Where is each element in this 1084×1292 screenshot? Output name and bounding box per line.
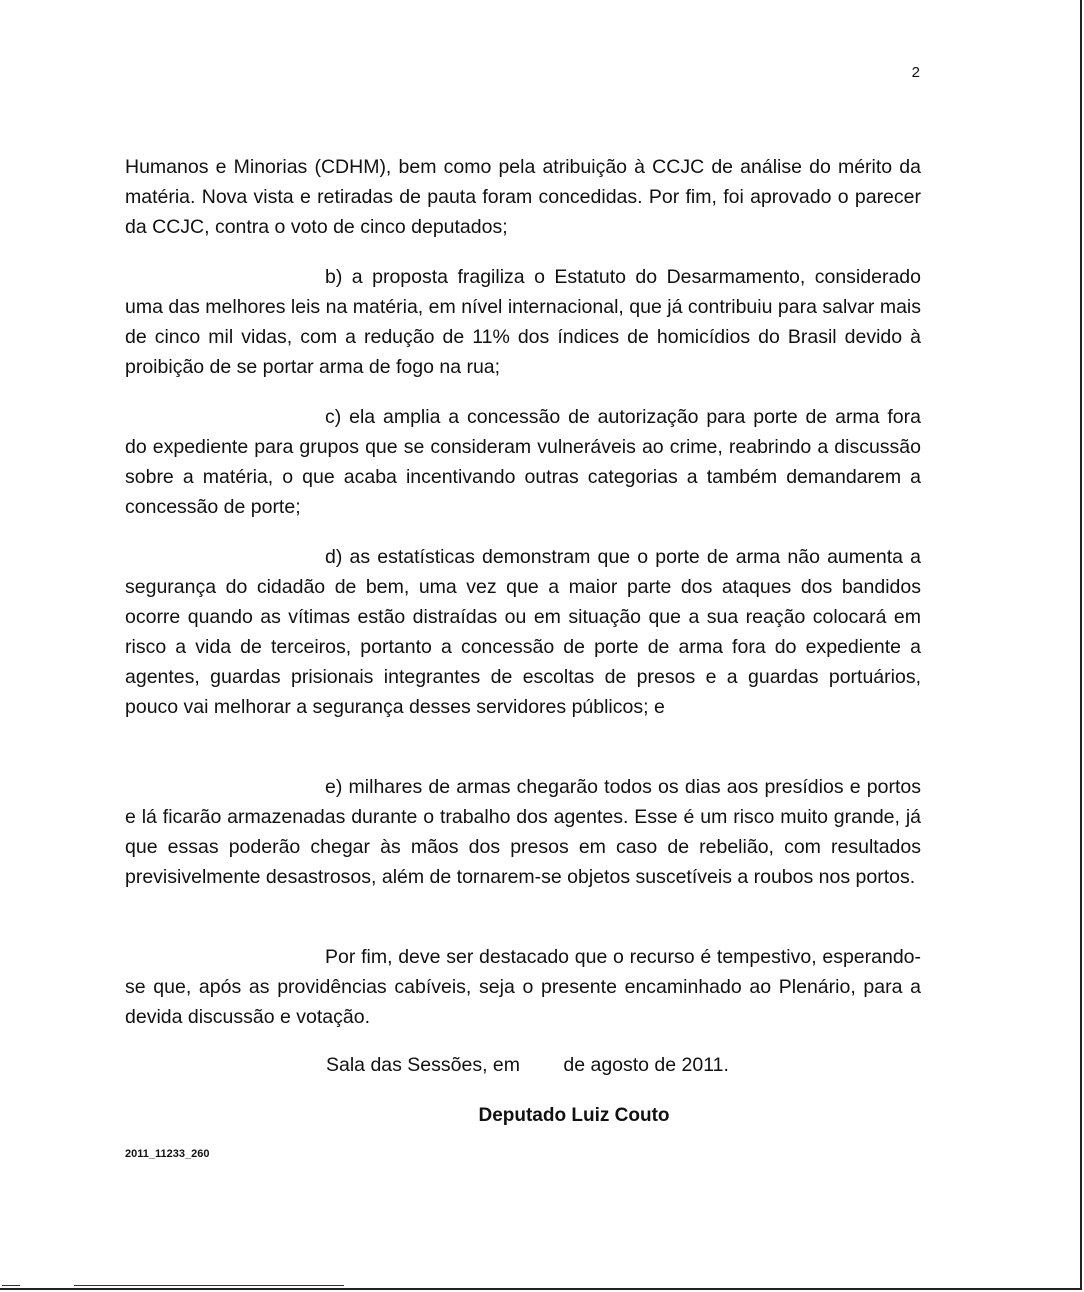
paragraph-item-d: d) as estatísticas demonstram que o porte de arma não aumenta a segurança do cidadão de bem, uma vez que a maior parte dos ataques dos bandidos ocorre quando as vítimas estão distraídas ou em situação que a sua reação colocará em risco a vida de terceiros, portanto a concessão de porte de arma fora do expediente a agentes, guardas prisionais integrantes de escoltas de presos e a guardas portuários, pouco vai melhorar a segurança desses servidores públicos; e [125,546,921,718]
paragraph-conclusion: Por fim, deve ser destacado que o recurso é tempestivo, esperando-se que, após as providências cabíveis, seja o presente encaminhado ao Plenário, para a devida discussão e votação. [125,946,921,1028]
paragraph-item-c: c) ela amplia a concessão de autorização para porte de arma fora do expediente para grupos que se consideram vulneráveis ao crime, reabrindo a discussão sobre a matéria, o que acaba incentivando outras categorias a também demandarem a concessão de porte; [125,406,921,518]
footer-rule [74,1285,344,1286]
closing-line: Sala das Sessões, em de agosto de 2011. [326,1054,729,1076]
document-code: 2011_11233_260 [125,1148,210,1160]
footer-rule [2,1285,20,1286]
paragraph-item-e: e) milhares de armas chegarão todos os dias aos presídios e portos e lá ficarão armazenadas durante o trabalho dos agentes. Esse é um risco muito grande, já que essas poderão chegar às mãos dos presos em caso de rebelião, com resultados previsivelmente desastrosos, além de tornarem-se objetos suscetíveis a roubos nos portos. [125,776,921,888]
page-number: 2 [911,64,920,81]
paragraph-item-b: b) a proposta fragiliza o Estatuto do Desarmamento, considerado uma das melhores leis na matéria, em nível internacional, que já contribuiu para salvar mais de cinco mil vidas, com a redução de 11% dos índices de homicídios do Brasil devido à proibição de se portar arma de fogo na rua; [125,266,921,378]
paragraph-continuation: Humanos e Minorias (CDHM), bem como pela atribuição à CCJC de análise do mérito da matéria. Nova vista e retiradas de pauta foram concedidas. Por fim, foi aprovado o parecer da CCJC, contra o voto de cinco deputados; [125,156,921,238]
signature-name: Deputado Luiz Couto [478,1105,670,1126]
